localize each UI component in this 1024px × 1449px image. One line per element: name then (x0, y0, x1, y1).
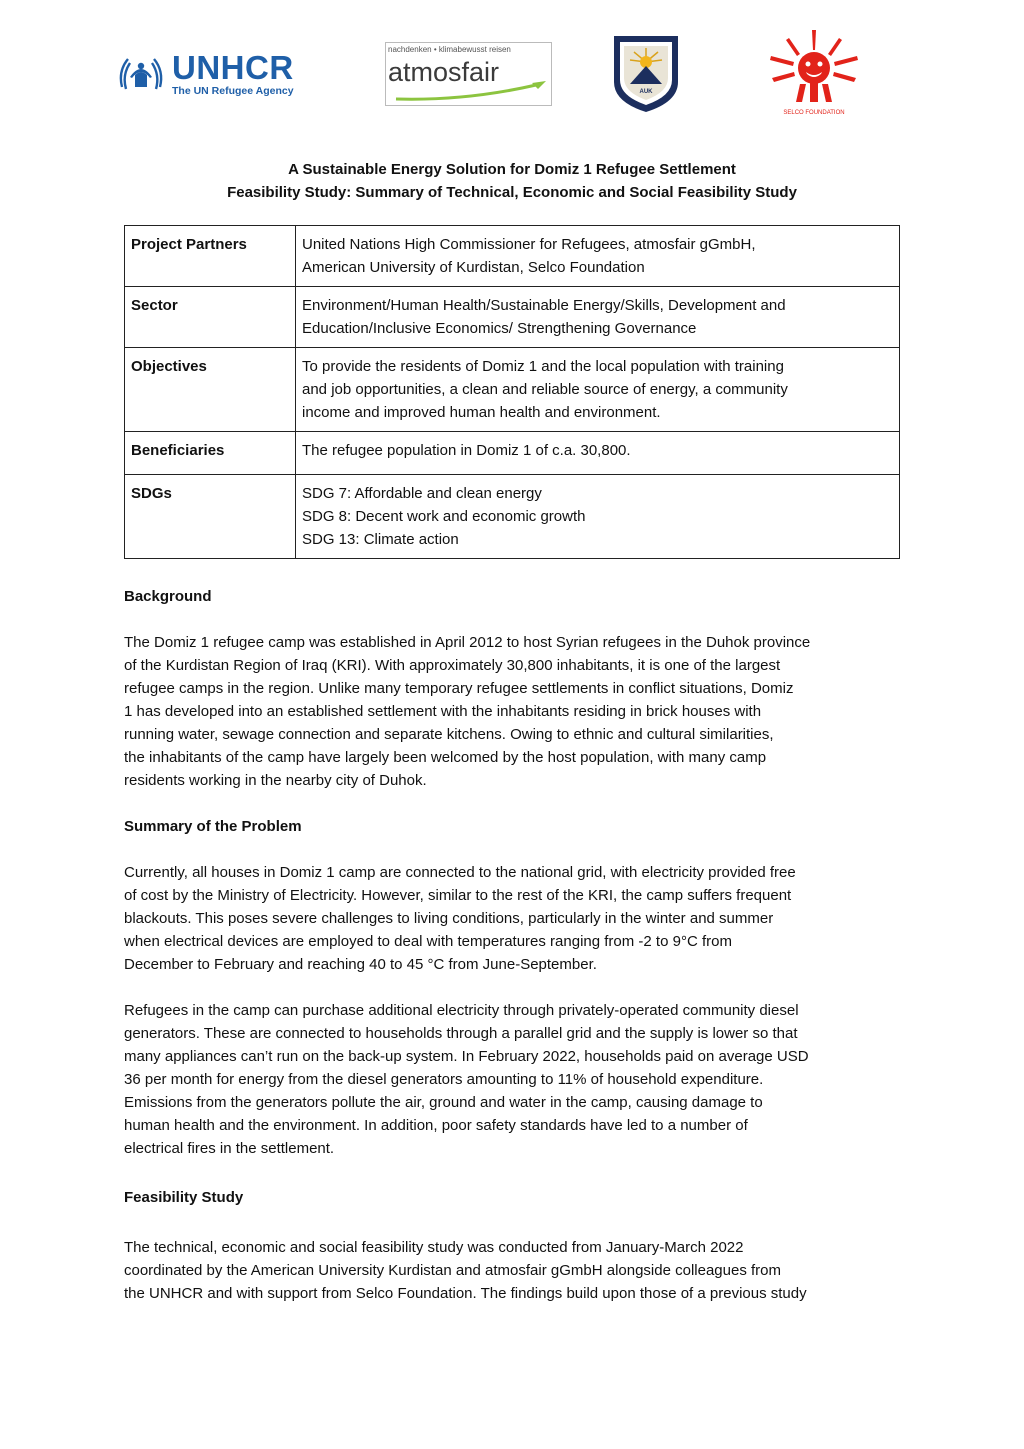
auk-seal-logo (610, 32, 682, 114)
row-label: SDGs (125, 475, 296, 559)
text-line: the UNHCR and with support from Selco Foundation. The findings build upon those of a previous study (124, 1285, 807, 1302)
auk-shield-icon (610, 32, 682, 114)
problem-paragraph-1 (124, 861, 900, 976)
text-line: many appliances can’t run on the back-up system. In February 2022, households paid on average USD (124, 1048, 809, 1065)
text-line: electrical fires in the settlement. (124, 1140, 335, 1157)
value-line: SDG 13: Climate action (302, 531, 459, 548)
section-heading-feasibility: Feasibility Study (124, 1189, 244, 1206)
text-line: residents working in the nearby city of Duhok. (124, 772, 427, 789)
table-row (125, 226, 900, 287)
text-line: of cost by the Ministry of Electricity. However, similar to the rest of the KRI, the camp suffers frequent (124, 887, 792, 904)
row-value (296, 348, 900, 432)
text-line: running water, sewage connection and separate kitchens. Owing to ethnic and cultural similarities, (124, 726, 774, 743)
value-line: Environment/Human Health/Sustainable Energy/Skills, Development and (302, 297, 786, 314)
text-line: 36 per month for energy from the diesel generators amounting to 11% of household expenditure. (124, 1071, 764, 1088)
row-value (296, 475, 900, 559)
text-line: refugee camps in the region. Unlike many temporary refugee settlements in conflict situations, Domiz (124, 680, 794, 697)
text-line: December to February and reaching 40 to 45 °C from June-September. (124, 956, 597, 973)
value-line: United Nations High Commissioner for Refugees, atmosfair gGmbH, (302, 236, 756, 253)
value-line: American University of Kurdistan, Selco Foundation (302, 259, 645, 276)
table-row (125, 287, 900, 348)
unhcr-wordmark: UNHCR (172, 49, 294, 87)
auk-abbr: AUK (639, 89, 653, 95)
title-line-1: A Sustainable Energy Solution for Domiz 1 Refugee Settlement (288, 161, 736, 178)
text-line: 1 has developed into an established settlement with the inhabitants residing in brick houses with (124, 703, 762, 720)
row-label: Beneficiaries (125, 432, 296, 475)
text-line: of the Kurdistan Region of Iraq (KRI). With approximately 30,800 inhabitants, it is one of the largest (124, 657, 781, 674)
row-label: Objectives (125, 348, 296, 432)
unhcr-tagline: The UN Refugee Agency (172, 85, 294, 98)
text-line: coordinated by the American University Kurdistan and atmosfair gGmbH alongside colleagues from (124, 1262, 781, 1279)
row-value (296, 287, 900, 348)
row-label: Project Partners (125, 226, 296, 287)
text-line: Refugees in the camp can purchase additional electricity through privately-operated community diesel (124, 1002, 799, 1019)
atmosfair-tagline: nachdenken • klimabewusst reisen (388, 45, 511, 54)
background-paragraph (124, 631, 900, 792)
unhcr-emblem-icon (116, 49, 166, 99)
value-line: The refugee population in Domiz 1 of c.a. 30,800. (302, 442, 631, 459)
text-line: The technical, economic and social feasibility study was conducted from January-March 2022 (124, 1239, 744, 1256)
unhcr-logo (116, 46, 316, 102)
project-info-table (124, 225, 900, 559)
value-line: income and improved human health and environment. (302, 404, 661, 421)
document-title (0, 158, 1024, 204)
text-line: generators. These are connected to households through a parallel grid and the supply is lower so that (124, 1025, 798, 1042)
selco-caption: SELCO FOUNDATION (783, 110, 845, 116)
text-line: Emissions from the generators pollute the air, ground and water in the camp, causing damage to (124, 1094, 763, 1111)
atmosfair-wordmark: atmosfair (388, 57, 500, 87)
logo-bar (0, 28, 1024, 128)
value-line: To provide the residents of Domiz 1 and the local population with training (302, 358, 784, 375)
value-line: SDG 8: Decent work and economic growth (302, 508, 586, 525)
airplane-swoosh-icon (386, 81, 551, 105)
title-line-2: Feasibility Study: Summary of Technical, Economic and Social Feasibility Study (227, 184, 797, 201)
value-line: Education/Inclusive Economics/ Strengthening Governance (302, 320, 697, 337)
section-heading-problem: Summary of the Problem (124, 818, 302, 835)
text-line: when electrical devices are employed to deal with temperatures ranging from -2 to 9°C from (124, 933, 732, 950)
section-heading-background: Background (124, 588, 212, 605)
text-line: human health and the environment. In addition, poor safety standards have led to a number of (124, 1117, 748, 1134)
row-label: Sector (125, 287, 296, 348)
row-value (296, 226, 900, 287)
value-line: SDG 7: Affordable and clean energy (302, 485, 542, 502)
text-line: blackouts. This poses severe challenges to living conditions, particularly in the winter and summer (124, 910, 774, 927)
selco-logo (766, 28, 862, 118)
text-line: Currently, all houses in Domiz 1 camp are connected to the national grid, with electricity provided free (124, 864, 796, 881)
feasibility-paragraph (124, 1236, 900, 1305)
row-value (296, 432, 900, 475)
text-line: The Domiz 1 refugee camp was established in April 2012 to host Syrian refugees in the Duhok province (124, 634, 811, 651)
atmosfair-logo (385, 42, 552, 106)
table-row (125, 432, 900, 475)
value-line: and job opportunities, a clean and reliable source of energy, a community (302, 381, 788, 398)
problem-paragraph-2 (124, 999, 900, 1160)
selco-sun-icon (766, 28, 862, 118)
table-row (125, 475, 900, 559)
table-row (125, 348, 900, 432)
text-line: the inhabitants of the camp have largely been welcomed by the host population, with many camp (124, 749, 767, 766)
